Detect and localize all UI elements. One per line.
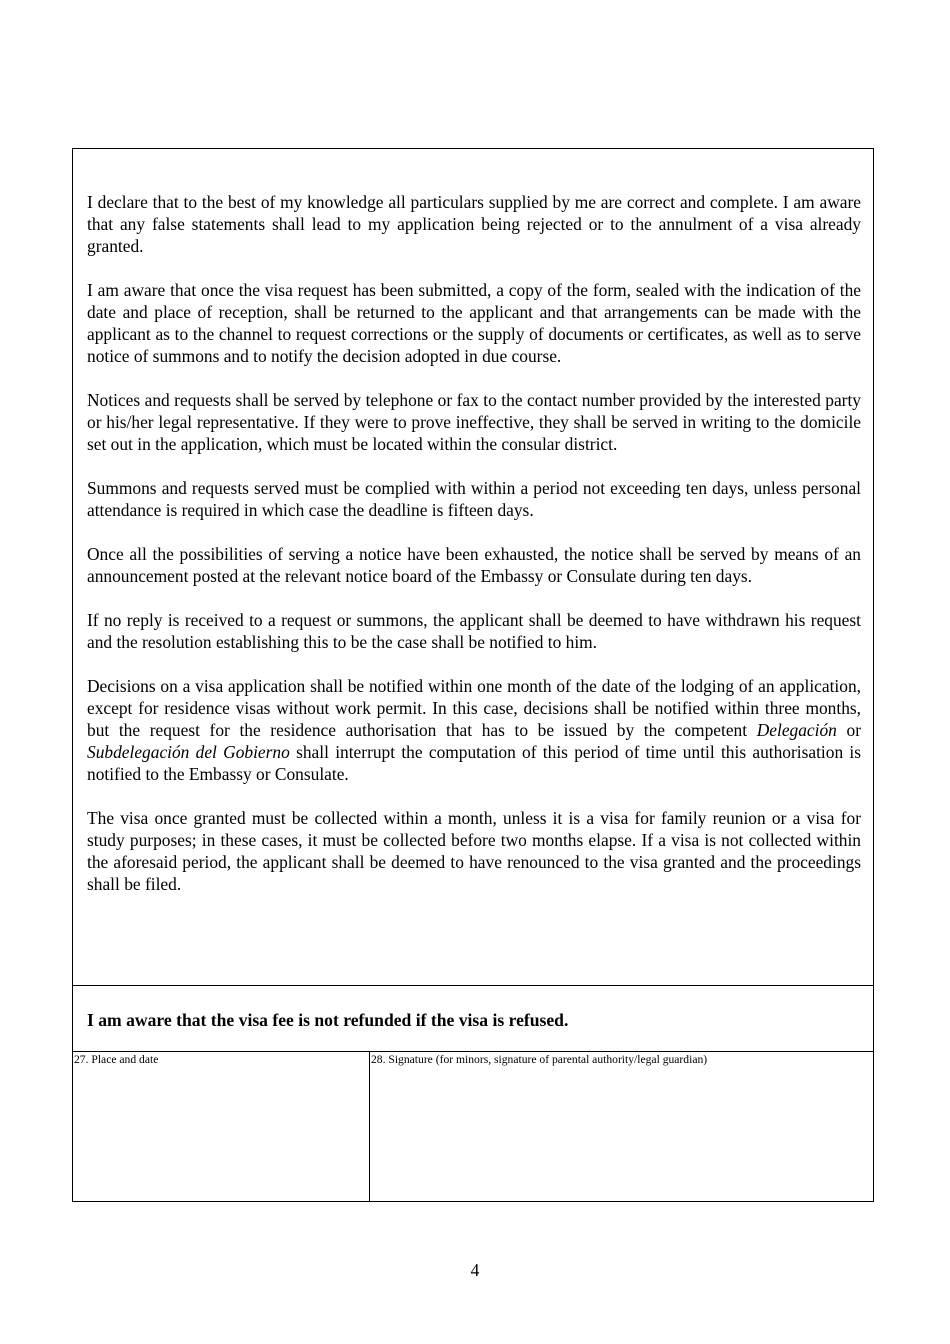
decisions-text-part1: Decisions on a visa application shall be notified within one month of the date of the lodging of an application, except for residence visas without work permit. In this case, decisions shall be notified within three months, but the request for the residence authorisation that has to be issued by the competent (87, 676, 861, 740)
declaration-paragraph-collection: The visa once granted must be collected within a month, unless it is a visa for family reunion or a visa for study purposes; in these cases, it must be collected before two months elapse. If a visa is not collected within the aforesaid period, the applicant shall be deemed to have renounced to the visa granted and the proceedings shall be filed. (87, 808, 861, 894)
declaration-paragraph-notices: Notices and requests shall be served by telephone or fax to the contact number provided by the interested party or his/her legal representative. If they were to prove ineffective, they shall be served in writing to the domicile set out in the application, which must be located within the consular district. (87, 390, 861, 454)
declaration-paragraph-no-reply: If no reply is received to a request or summons, the applicant shall be deemed to have withdrawn his request and the resolution establishing this to be the case shall be notified to him. (87, 610, 861, 652)
signature-field[interactable] (370, 1052, 873, 1202)
place-date-label: 27. Place and date (74, 1053, 159, 1066)
decisions-italic-subdelegacion: Subdelegación del Gobierno (87, 742, 290, 762)
place-date-field[interactable] (73, 1052, 370, 1202)
declaration-paragraph-accuracy: I declare that to the best of my knowledge all particulars supplied by me are correct and complete. I am aware that any false statements shall lead to my application being rejected or to the annulment of a visa already granted. (87, 192, 861, 256)
decisions-italic-delegacion: Delegación (756, 720, 837, 740)
decisions-text-part2: or (836, 720, 861, 740)
fee-notice-row (73, 986, 873, 1052)
signature-label: 28. Signature (for minors, signature of parental authority/legal guardian) (371, 1053, 708, 1066)
declaration-paragraph-submission: I am aware that once the visa request has been submitted, a copy of the form, sealed with the indication of the date and place of reception, shall be returned to the applicant and that arrangements can be made with the applicant as to the channel to request corrections or the supply of documents or certificates, as well as to serve notice of summons and to notify the decision adopted in due course. (87, 280, 861, 366)
page-number: 4 (470, 1260, 480, 1280)
declaration-paragraph-announcement: Once all the possibilities of serving a notice have been exhausted, the notice shall be served by means of an announcement posted at the relevant notice board of the Embassy or Consulate during ten days. (87, 544, 861, 586)
fee-notice-text: I am aware that the visa fee is not refunded if the visa is refused. (87, 1010, 569, 1030)
declaration-paragraph-summons: Summons and requests served must be complied with within a period not exceeding ten days, unless personal attendance is required in which case the deadline is fifteen days. (87, 478, 861, 520)
decisions-text-part3: shall interrupt the computation of this period of time until this authorisation is notified to the Embassy or Consulate. (87, 742, 862, 784)
declaration-form (72, 148, 874, 1202)
declaration-paragraph-decisions (87, 675, 861, 785)
declaration-section (73, 149, 873, 986)
